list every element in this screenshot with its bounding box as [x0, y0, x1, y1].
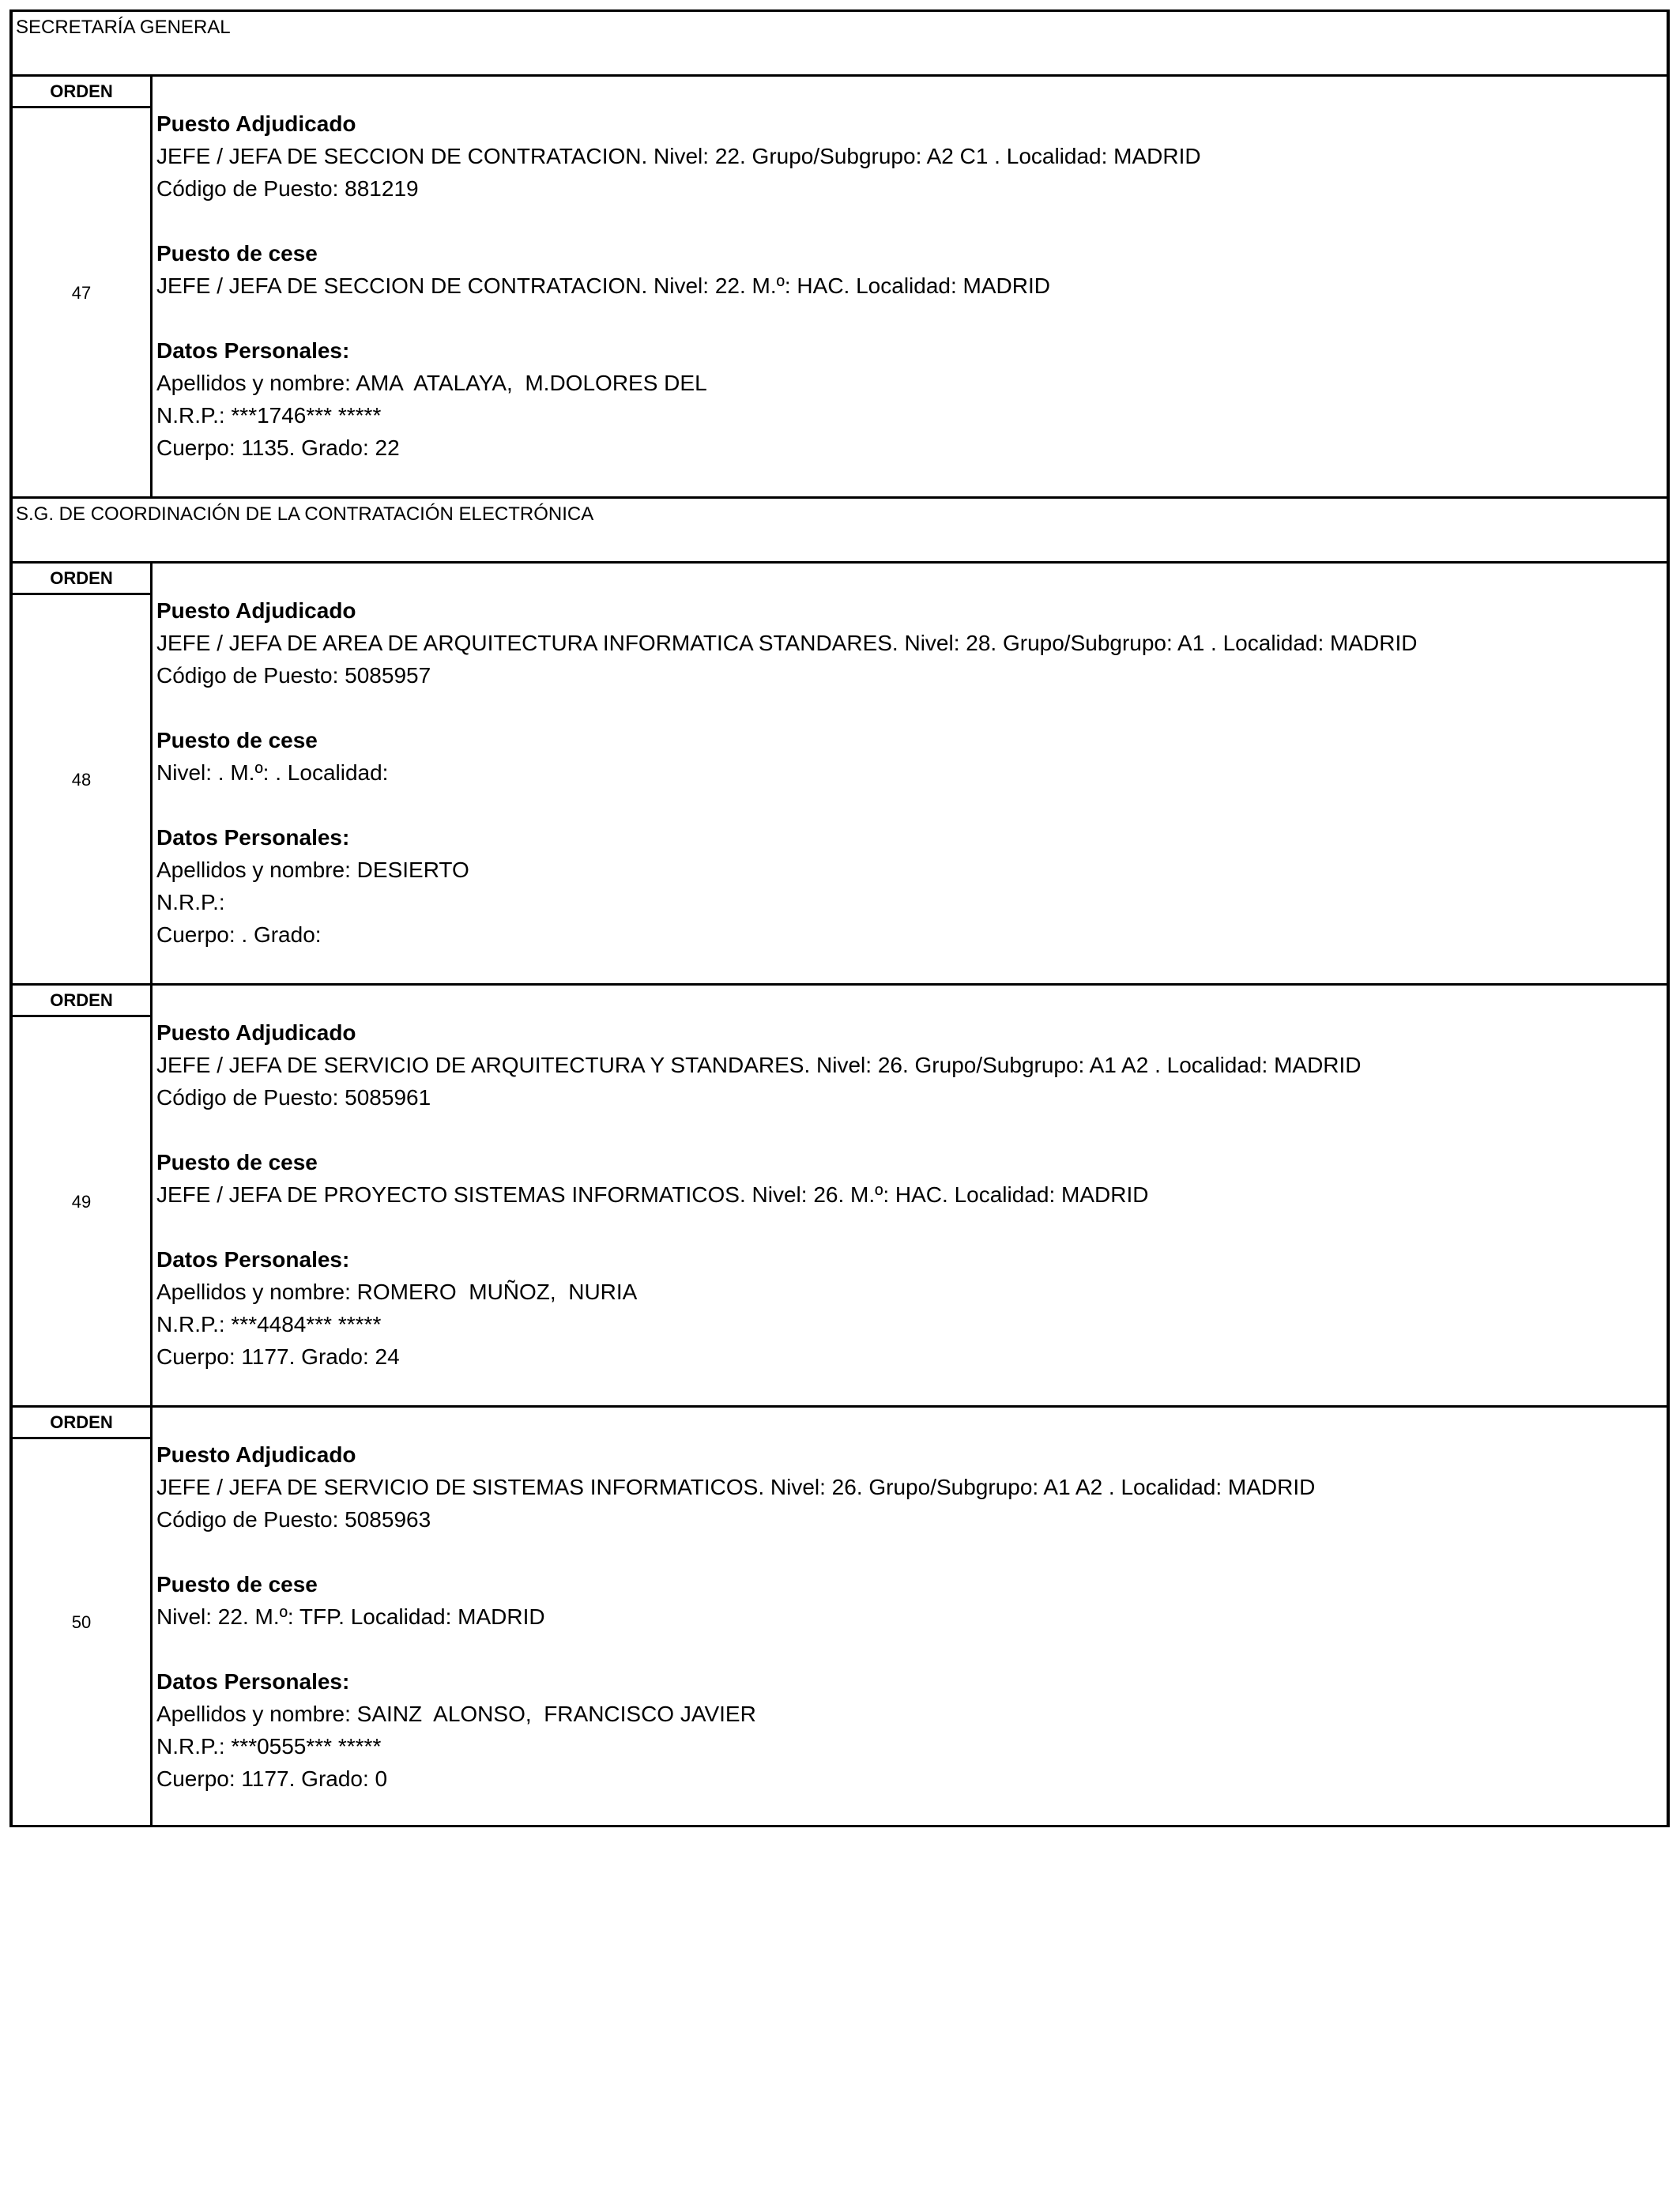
- puesto-adjudicado-text: JEFE / JEFA DE SECCION DE CONTRATACION. Nivel: 22. Grupo/Subgrupo: A2 C1 . Localidad: MADRID: [156, 144, 1201, 168]
- orden-number: 49: [71, 1191, 92, 1212]
- apellidos-nombre: Apellidos y nombre: AMA ATALAYA, M.DOLORES DEL: [156, 371, 707, 395]
- entry-row: [13, 561, 1667, 983]
- puesto-adjudicado-text: JEFE / JEFA DE AREA DE ARQUITECTURA INFORMATICA STANDARES. Nivel: 28. Grupo/Subgrupo: A1 . Localidad: MADRID: [156, 631, 1418, 655]
- datos-personales-heading: Datos Personales:: [156, 1669, 350, 1694]
- puesto-cese-heading: Puesto de cese: [156, 241, 318, 266]
- nrp: N.R.P.: ***1746*** *****: [156, 403, 382, 428]
- puesto-adjudicado-text: JEFE / JEFA DE SERVICIO DE SISTEMAS INFORMATICOS. Nivel: 26. Grupo/Subgrupo: A1 A2 . Localidad: MADRID: [156, 1475, 1316, 1499]
- puesto-cese-text: JEFE / JEFA DE PROYECTO SISTEMAS INFORMATICOS. Nivel: 26. M.º: HAC. Localidad: MADRID: [156, 1182, 1149, 1207]
- orden-column: [13, 986, 153, 1405]
- puesto-adjudicado-heading: Puesto Adjudicado: [156, 111, 356, 136]
- orden-column: [13, 1408, 153, 1825]
- puesto-cese-text: Nivel: . M.º: . Localidad:: [156, 760, 389, 785]
- puesto-cese-text: JEFE / JEFA DE SECCION DE CONTRATACION. Nivel: 22. M.º: HAC. Localidad: MADRID: [156, 273, 1050, 298]
- nrp: N.R.P.: ***0555*** *****: [156, 1734, 382, 1759]
- orden-number: 47: [71, 282, 92, 303]
- apellidos-nombre: Apellidos y nombre: SAINZ ALONSO, FRANCISCO JAVIER: [156, 1702, 756, 1726]
- entry-row: [13, 983, 1667, 1405]
- puesto-adjudicado-heading: Puesto Adjudicado: [156, 1020, 356, 1045]
- section-header: S.G. DE COORDINACIÓN DE LA CONTRATACIÓN ELECTRÓNICA: [13, 496, 1667, 561]
- orden-column: [13, 564, 153, 983]
- entry-row: [13, 74, 1667, 496]
- orden-header: ORDEN: [13, 986, 150, 1017]
- cuerpo-grado: Cuerpo: 1135. Grado: 22: [156, 435, 400, 460]
- puesto-cese-heading: Puesto de cese: [156, 1150, 318, 1174]
- orden-header: ORDEN: [13, 77, 150, 108]
- codigo-puesto: Código de Puesto: 5085963: [156, 1507, 431, 1532]
- orden-header: ORDEN: [13, 564, 150, 595]
- orden-header: ORDEN: [13, 1408, 150, 1439]
- puesto-adjudicado-heading: Puesto Adjudicado: [156, 1442, 356, 1467]
- entry-details: [153, 564, 1667, 983]
- codigo-puesto: Código de Puesto: 5085961: [156, 1085, 431, 1110]
- codigo-puesto: Código de Puesto: 881219: [156, 176, 419, 201]
- puesto-cese-heading: Puesto de cese: [156, 1572, 318, 1596]
- apellidos-nombre: Apellidos y nombre: DESIERTO: [156, 858, 469, 882]
- document-table: [9, 9, 1670, 1827]
- orden-column: [13, 77, 153, 496]
- puesto-cese-heading: Puesto de cese: [156, 728, 318, 752]
- datos-personales-heading: Datos Personales:: [156, 1247, 350, 1272]
- puesto-adjudicado-text: JEFE / JEFA DE SERVICIO DE ARQUITECTURA Y STANDARES. Nivel: 26. Grupo/Subgrupo: A1 A2 . Localidad: MADRID: [156, 1053, 1362, 1077]
- puesto-cese-text: Nivel: 22. M.º: TFP. Localidad: MADRID: [156, 1604, 545, 1629]
- entry-row: [13, 1405, 1667, 1827]
- nrp: N.R.P.:: [156, 890, 225, 914]
- cuerpo-grado: Cuerpo: 1177. Grado: 0: [156, 1766, 388, 1791]
- section-header: SECRETARÍA GENERAL: [13, 9, 1667, 74]
- cuerpo-grado: Cuerpo: 1177. Grado: 24: [156, 1344, 400, 1369]
- datos-personales-heading: Datos Personales:: [156, 825, 350, 850]
- orden-number: 48: [71, 769, 92, 790]
- orden-number: 50: [71, 1612, 92, 1632]
- entry-details: [153, 77, 1667, 496]
- entry-details: [153, 986, 1667, 1405]
- apellidos-nombre: Apellidos y nombre: ROMERO MUÑOZ, NURIA: [156, 1280, 638, 1304]
- entry-details: [153, 1408, 1667, 1825]
- cuerpo-grado: Cuerpo: . Grado:: [156, 922, 322, 947]
- puesto-adjudicado-heading: Puesto Adjudicado: [156, 598, 356, 623]
- nrp: N.R.P.: ***4484*** *****: [156, 1312, 382, 1336]
- datos-personales-heading: Datos Personales:: [156, 338, 350, 363]
- codigo-puesto: Código de Puesto: 5085957: [156, 663, 431, 688]
